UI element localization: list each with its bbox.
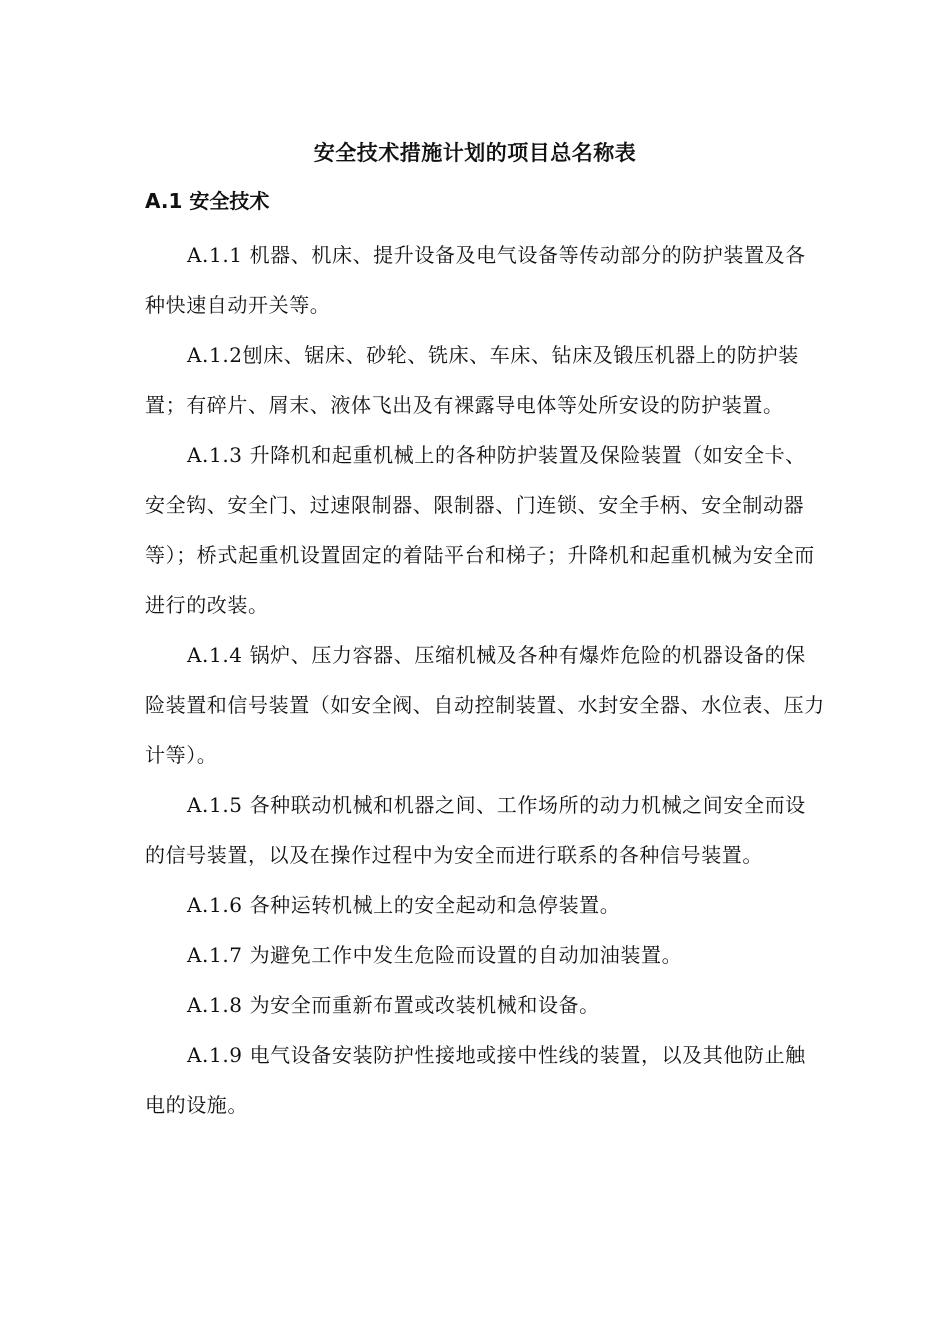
clause-a-1-8: A.1.8 为安全而重新布置或改装机械和设备。 [187,993,600,1017]
clause-a-1-3: A.1.3 升降机和起重机械上的各种防护装置及保险装置（如安全卡、安全钩、安全门、过速限制器、限制器、门连锁、安全手柄、安全制动器等）；桥式起重机设置固定的着陆平台和梯子；升降机和起重机械为安全而进行的改装。 [145,443,815,617]
clause-a-1-7: A.1.7 为避免工作中发生危险而设置的自动加油装置。 [187,943,683,967]
clause-a-1-9: A.1.9 电气设备安装防护性接地或接中性线的装置，以及其他防止触电的设施。 [145,1043,806,1117]
clause-a-1-5: A.1.5 各种联动机械和机器之间、工作场所的动力机械之间安全而设的信号装置，以及在操作过程中为安全而进行联系的各种信号装置。 [145,793,806,867]
section-heading: A.1 安全技术 [145,189,270,213]
clause-a-1-4: A.1.4 锅炉、压力容器、压缩机械及各种有爆炸危险的机器设备的保险装置和信号装置（如安全阀、自动控制装置、水封安全器、水位表、压力计等）。 [145,643,825,767]
document-title: 安全技术措施计划的项目总名称表 [313,141,637,165]
clause-a-1-2: A.1.2刨床、锯床、砂轮、铣床、车床、钻床及锻压机器上的防护装置；有碎片、屑末、液体飞出及有裸露导电体等处所安设的防护装置。 [145,343,799,417]
clause-a-1-1: A.1.1 机器、机床、提升设备及电气设备等传动部分的防护装置及各种快速自动开关等。 [145,243,806,317]
section-body [145,230,825,1130]
clause-a-1-6: A.1.6 各种运转机械上的安全起动和急停装置。 [187,893,621,917]
